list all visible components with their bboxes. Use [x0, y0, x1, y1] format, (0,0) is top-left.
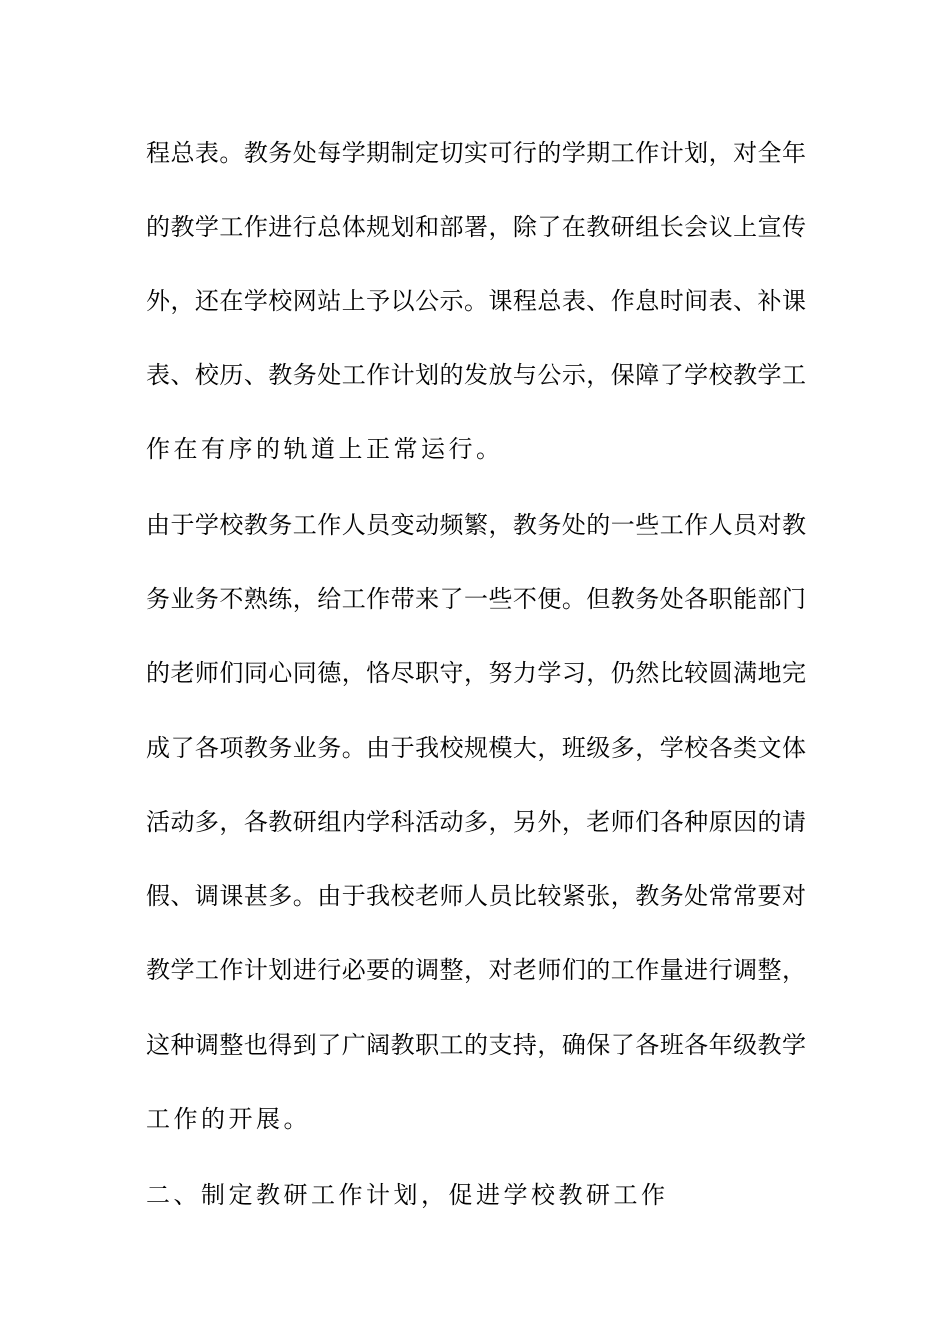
paragraph-line: 外，还在学校网站上予以公示。课程总表、作息时间表、补课	[146, 287, 806, 315]
paragraph-line: 程总表。教务处每学期制定切实可行的学期工作计划，对全年	[146, 139, 806, 167]
paragraph-line: 作在有序的轨道上正常运行。	[146, 435, 504, 463]
paragraph-line: 的教学工作进行总体规划和部署，除了在教研组长会议上宣传	[146, 213, 806, 241]
paragraph-line: 成了各项教务业务。由于我校规模大，班级多，学校各类文体	[146, 734, 806, 762]
paragraph-line: 的老师们同心同德，恪尽职守，努力学习，仍然比较圆满地完	[146, 659, 806, 687]
paragraph-line: 务业务不熟练，给工作带来了一些不便。但教务处各职能部门	[146, 585, 806, 613]
section-heading: 二、制定教研工作计划，促进学校教研工作	[146, 1181, 669, 1209]
paragraph-line: 假、调课甚多。由于我校老师人员比较紧张，教务处常常要对	[146, 882, 806, 910]
paragraph-line: 这种调整也得到了广阔教职工的支持，确保了各班各年级教学	[146, 1031, 806, 1059]
paragraph-line: 教学工作计划进行必要的调整，对老师们的工作量进行调整，	[146, 956, 806, 984]
paragraph-line: 表、校历、教务处工作计划的发放与公示，保障了学校教学工	[146, 361, 806, 389]
paragraph-line: 工作的开展。	[146, 1105, 311, 1133]
paragraph-line: 活动多，各教研组内学科活动多，另外，老师们各种原因的请	[146, 808, 806, 836]
paragraph-line: 由于学校教务工作人员变动频繁，教务处的一些工作人员对教	[146, 511, 806, 539]
